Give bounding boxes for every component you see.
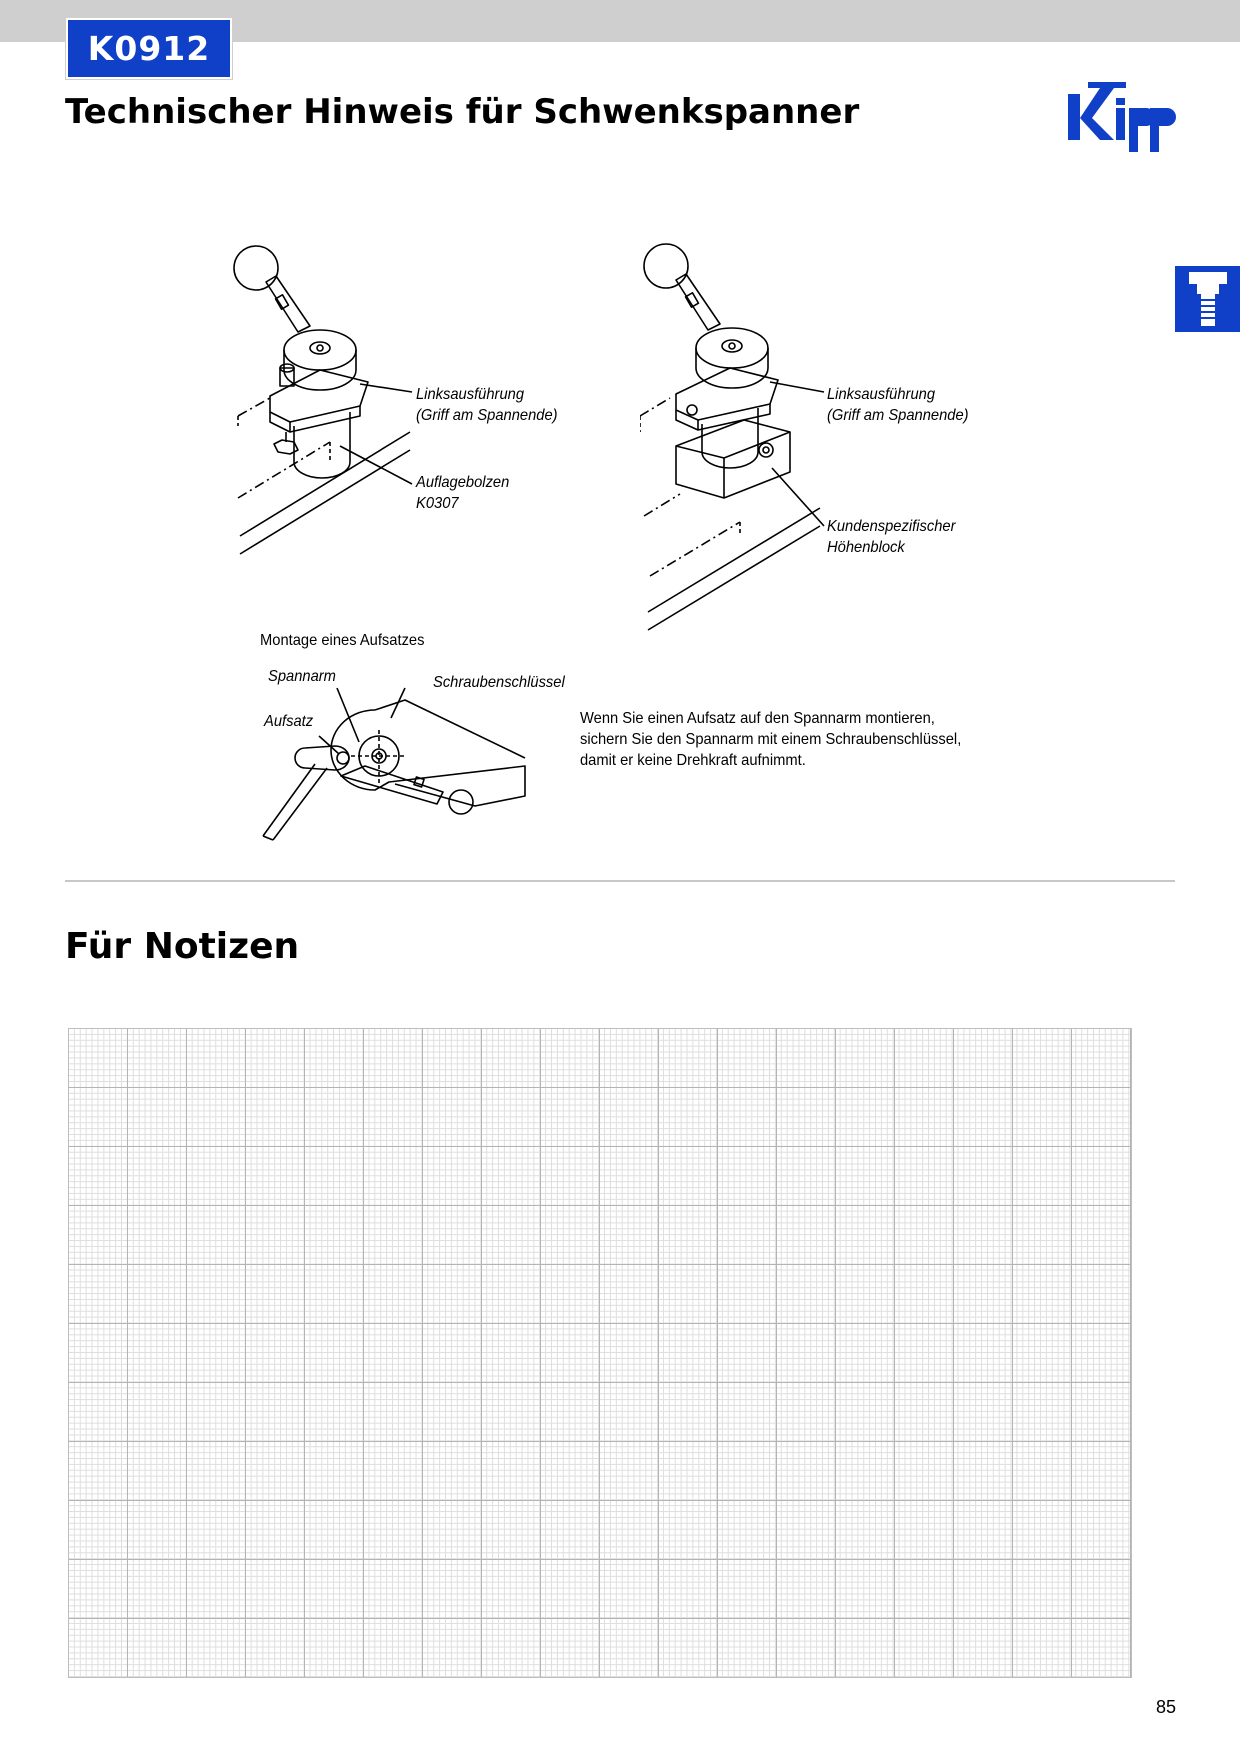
fig2-label-variant: Linksausführung (Griff am Spannende) [827,386,969,424]
section-divider [65,880,1175,882]
mounting-heading: Montage eines Aufsatzes [260,632,425,649]
product-code-badge: K0912 [66,18,232,79]
fig2-label-height-block: Kundenspezifischer Höhenblock [827,518,956,556]
page-title: Technischer Hinweis für Schwenkspanner [65,92,860,132]
label-clamp-arm: Spannarm [268,668,336,685]
clamp-screw-icon [1175,266,1240,332]
label-attachment: Aufsatz [264,713,314,730]
notes-title: Für Notizen [65,926,300,967]
kipp-logo [1066,74,1180,160]
fig1-label-variant: Linksausführung (Griff am Spannende) [416,386,558,424]
notes-grid-area[interactable] [68,1028,1132,1678]
mounting-illustration [255,680,545,846]
clamp-illustration-height-block [640,236,940,636]
fig1-label-support-bolt: Auflagebolzen K0307 [416,474,510,512]
page-number: 85 [1156,1697,1177,1717]
category-tab[interactable] [1175,266,1240,332]
mounting-note: Wenn Sie einen Aufsatz auf den Spannarm montieren, sichern Sie den Spannarm mit einem Schraubenschlüssel, damit er keine Drehkraft aufnimmt. [580,710,962,769]
label-wrench: Schraubenschlüssel [433,674,565,691]
